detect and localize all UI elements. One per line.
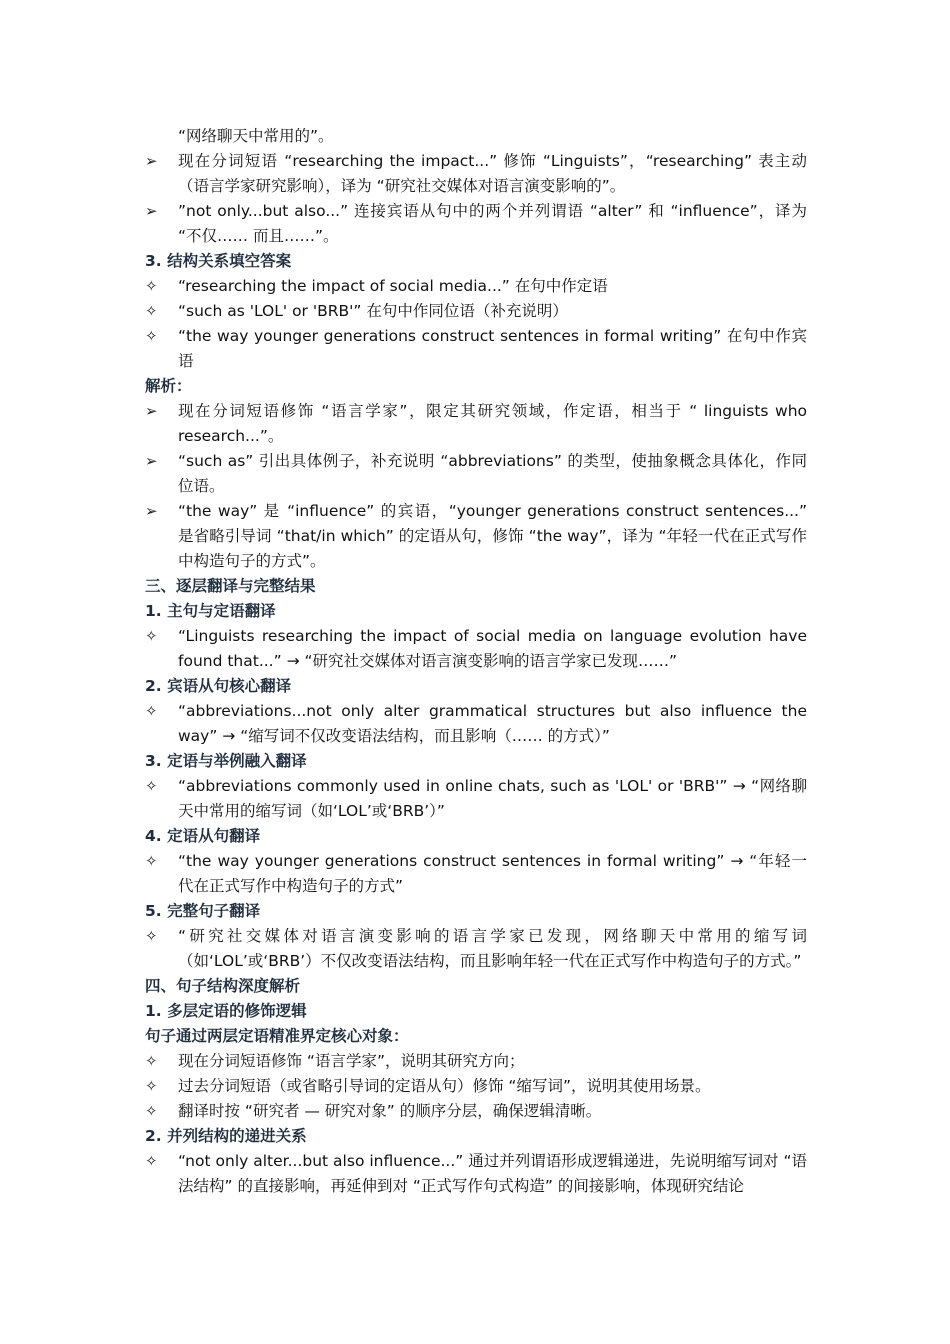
diamond-bullet-icon: ✧ (145, 1152, 158, 1170)
continuation-line: “网络聊天中常用的”。 (178, 127, 334, 145)
bullet-item (145, 699, 807, 749)
arrow-bullet-icon: ➢ (145, 152, 158, 170)
diamond-bullet-icon: ✧ (145, 777, 158, 795)
bullet-item (145, 1049, 807, 1074)
diamond-bullet-icon: ✧ (145, 852, 158, 870)
bullet-text: 翻译时按 “研究者 — 研究对象” 的顺序分层，确保逻辑清晰。 (178, 1102, 602, 1120)
bullet-item (145, 499, 807, 574)
bullet-item (145, 774, 807, 824)
diamond-bullet-icon: ✧ (145, 327, 158, 345)
bullet-text: 现在分词短语修饰 “语言学家”，说明其研究方向； (178, 1052, 525, 1070)
bullet-item (145, 449, 807, 499)
bullet-text: “the way younger generations construct sentences in formal writing” → “年轻一代在正式写作中构造句子的方式” (178, 852, 807, 895)
bullet-text: “Linguists researching the impact of social media on language evolution have found that...” → “研究社交媒体对语言演变影响的语言学家已发现……” (178, 627, 807, 670)
arrow-bullet-icon: ➢ (145, 452, 158, 470)
arrow-bullet-icon: ➢ (145, 502, 158, 520)
diamond-bullet-icon: ✧ (145, 277, 158, 295)
bullet-text: “abbreviations...not only alter grammatical structures but also influence the way” → “缩写词不仅改变语法结构，而且影响（…… 的方式）” (178, 702, 807, 745)
section-heading: 2. 并列结构的递进关系 (145, 1127, 307, 1145)
bullet-item (145, 324, 807, 374)
arrow-bullet-icon: ➢ (145, 202, 158, 220)
diamond-bullet-icon: ✧ (145, 302, 158, 320)
bullet-text: 现在分词短语 “researching the impact...” 修饰 “Linguists”，“researching” 表主动（语言学家研究影响），译为 “研究社交媒体对语言演变影响的”。 (178, 152, 807, 195)
diamond-bullet-icon: ✧ (145, 1102, 158, 1120)
section-heading: 1. 多层定语的修饰逻辑 (145, 1002, 307, 1020)
bullet-text: “the way younger generations construct sentences in formal writing” 在句中作宾语 (178, 327, 807, 370)
bullet-text: “not only alter...but also influence...” 通过并列谓语形成逻辑递进，先说明缩写词对 “语法结构” 的直接影响，再延伸到对 “正式写作句式构造” 的间接影响，体现研究结论 (178, 1152, 807, 1195)
bullet-item (145, 399, 807, 449)
bullet-item (145, 1149, 807, 1199)
document-page (145, 124, 807, 1199)
content-blocks (145, 149, 807, 1199)
bullet-text: “研究社交媒体对语言演变影响的语言学家已发现，网络聊天中常用的缩写词（如‘LOL’或‘BRB’）不仅改变语法结构，而且影响年轻一代在正式写作中构造句子的方式。” (178, 927, 807, 970)
bullet-text: “the way” 是 “influence” 的宾语，“younger generations construct sentences...” 是省略引导词 “that/in which” 的定语从句，修饰 “the way”，译为 “年轻一代在正式写作中构造句子的方式”。 (178, 502, 807, 570)
section-heading: 四、句子结构深度解析 (145, 977, 301, 995)
bullet-text: “such as” 引出具体例子，补充说明 “abbreviations” 的类型，使抽象概念具体化，作同位语。 (178, 452, 807, 495)
bullet-item (145, 299, 807, 324)
diamond-bullet-icon: ✧ (145, 627, 158, 645)
bullet-text: 现在分词短语修饰 “语言学家”，限定其研究领域，作定语，相当于 “ linguists who research...”。 (178, 402, 807, 445)
section-heading: 3. 定语与举例融入翻译 (145, 752, 307, 770)
section-heading: 解析： (145, 377, 192, 395)
bullet-text: “abbreviations commonly used in online chats, such as 'LOL' or 'BRB'” → “网络聊天中常用的缩写词（如‘LOL’或‘BRB’）” (178, 777, 807, 820)
bullet-item (145, 924, 807, 974)
bullet-item (145, 1099, 807, 1124)
bullet-text: “such as 'LOL' or 'BRB'” 在句中作同位语（补充说明） (178, 302, 568, 320)
bullet-item (145, 849, 807, 899)
diamond-bullet-icon: ✧ (145, 702, 158, 720)
bullet-text: “researching the impact of social media...” 在句中作定语 (178, 277, 608, 295)
diamond-bullet-icon: ✧ (145, 1052, 158, 1070)
section-heading: 1. 主句与定语翻译 (145, 602, 276, 620)
section-heading: 2. 宾语从句核心翻译 (145, 677, 292, 695)
bullet-item (145, 624, 807, 674)
diamond-bullet-icon: ✧ (145, 1077, 158, 1095)
diamond-bullet-icon: ✧ (145, 927, 158, 945)
section-heading: 句子通过两层定语精准界定核心对象： (145, 1027, 409, 1045)
section-heading: 3. 结构关系填空答案 (145, 252, 292, 270)
arrow-bullet-icon: ➢ (145, 402, 158, 420)
bullet-text: ”not only...but also...” 连接宾语从句中的两个并列谓语 “alter” 和 “influence”，译为 “不仅…… 而且……”。 (178, 202, 807, 245)
bullet-text: 过去分词短语（或省略引导词的定语从句）修饰 “缩写词”，说明其使用场景。 (178, 1077, 711, 1095)
section-heading: 5. 完整句子翻译 (145, 902, 261, 920)
section-heading: 三、逐层翻译与完整结果 (145, 577, 316, 595)
bullet-item (145, 199, 807, 249)
bullet-item (145, 274, 807, 299)
bullet-item (145, 149, 807, 199)
section-heading: 4. 定语从句翻译 (145, 827, 261, 845)
bullet-item (145, 1074, 807, 1099)
